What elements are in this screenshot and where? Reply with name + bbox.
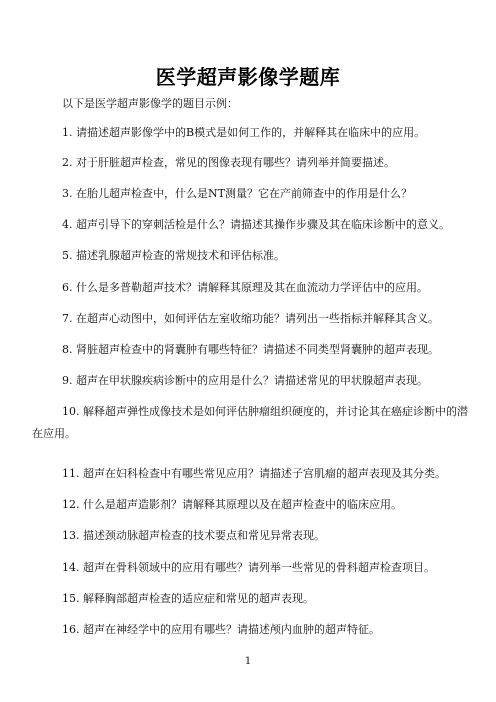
question-14: 14. 超声在骨科领域中的应用有哪些？请列举一些常见的骨科超声检查项目。 xyxy=(62,561,435,574)
question-5: 5. 描述乳腺超声检查的常规技术和评估标准。 xyxy=(62,249,285,262)
question-15: 15. 解释胸部超声检查的适应症和常见的超声表现。 xyxy=(62,592,314,605)
page-title: 医学超声影像学题库 xyxy=(155,65,341,89)
question-12: 12. 什么是超声造影剂？请解释其原理以及在超声检查中的临床应用。 xyxy=(62,498,402,511)
question-3: 3. 在胎儿超声检查中，什么是NT测量？它在产前筛查中的作用是什么？ xyxy=(62,187,412,200)
page-number: 1 xyxy=(244,656,252,667)
question-10: 10. 解释超声弹性成像技术是如何评估肿瘤组织硬度的，并讨论其在癌症诊断中的潜在应用。 xyxy=(32,405,468,440)
question-11: 11. 超声在妇科检查中有哪些常见应用？请描述子宫肌瘤的超声表现及其分类。 xyxy=(62,467,446,480)
question-7: 7. 在超声心动图中，如何评估左室收缩功能？请列出一些指标并解释其含义。 xyxy=(62,312,439,325)
intro-text: 以下是医学超声影像学的题目示例： xyxy=(62,97,238,110)
question-16: 16. 超声在神经学中的应用有哪些？请描述颅内血肿的超声特征。 xyxy=(62,623,380,636)
question-9: 9. 超声在甲状腺疾病诊断中的应用是什么？请描述常见的甲状腺超声表现。 xyxy=(62,374,428,387)
question-13: 13. 描述颈动脉超声检查的技术要点和常见异常表现。 xyxy=(62,529,325,542)
question-1: 1. 请描述超声影像学中的B模式是如何工作的，并解释其在临床中的应用。 xyxy=(62,126,426,139)
question-8: 8. 肾脏超声检查中的肾囊肿有哪些特征？请描述不同类型肾囊肿的超声表现。 xyxy=(62,343,439,356)
question-6: 6. 什么是多普勒超声技术？请解释其原理及其在血流动力学评估中的应用。 xyxy=(62,281,428,294)
question-2: 2. 对于肝脏超声检查，常见的图像表现有哪些？请列举并简要描述。 xyxy=(62,156,395,169)
question-4: 4. 超声引导下的穿刺活检是什么？请描述其操作步骤及其在临床诊断中的意义。 xyxy=(62,218,450,231)
